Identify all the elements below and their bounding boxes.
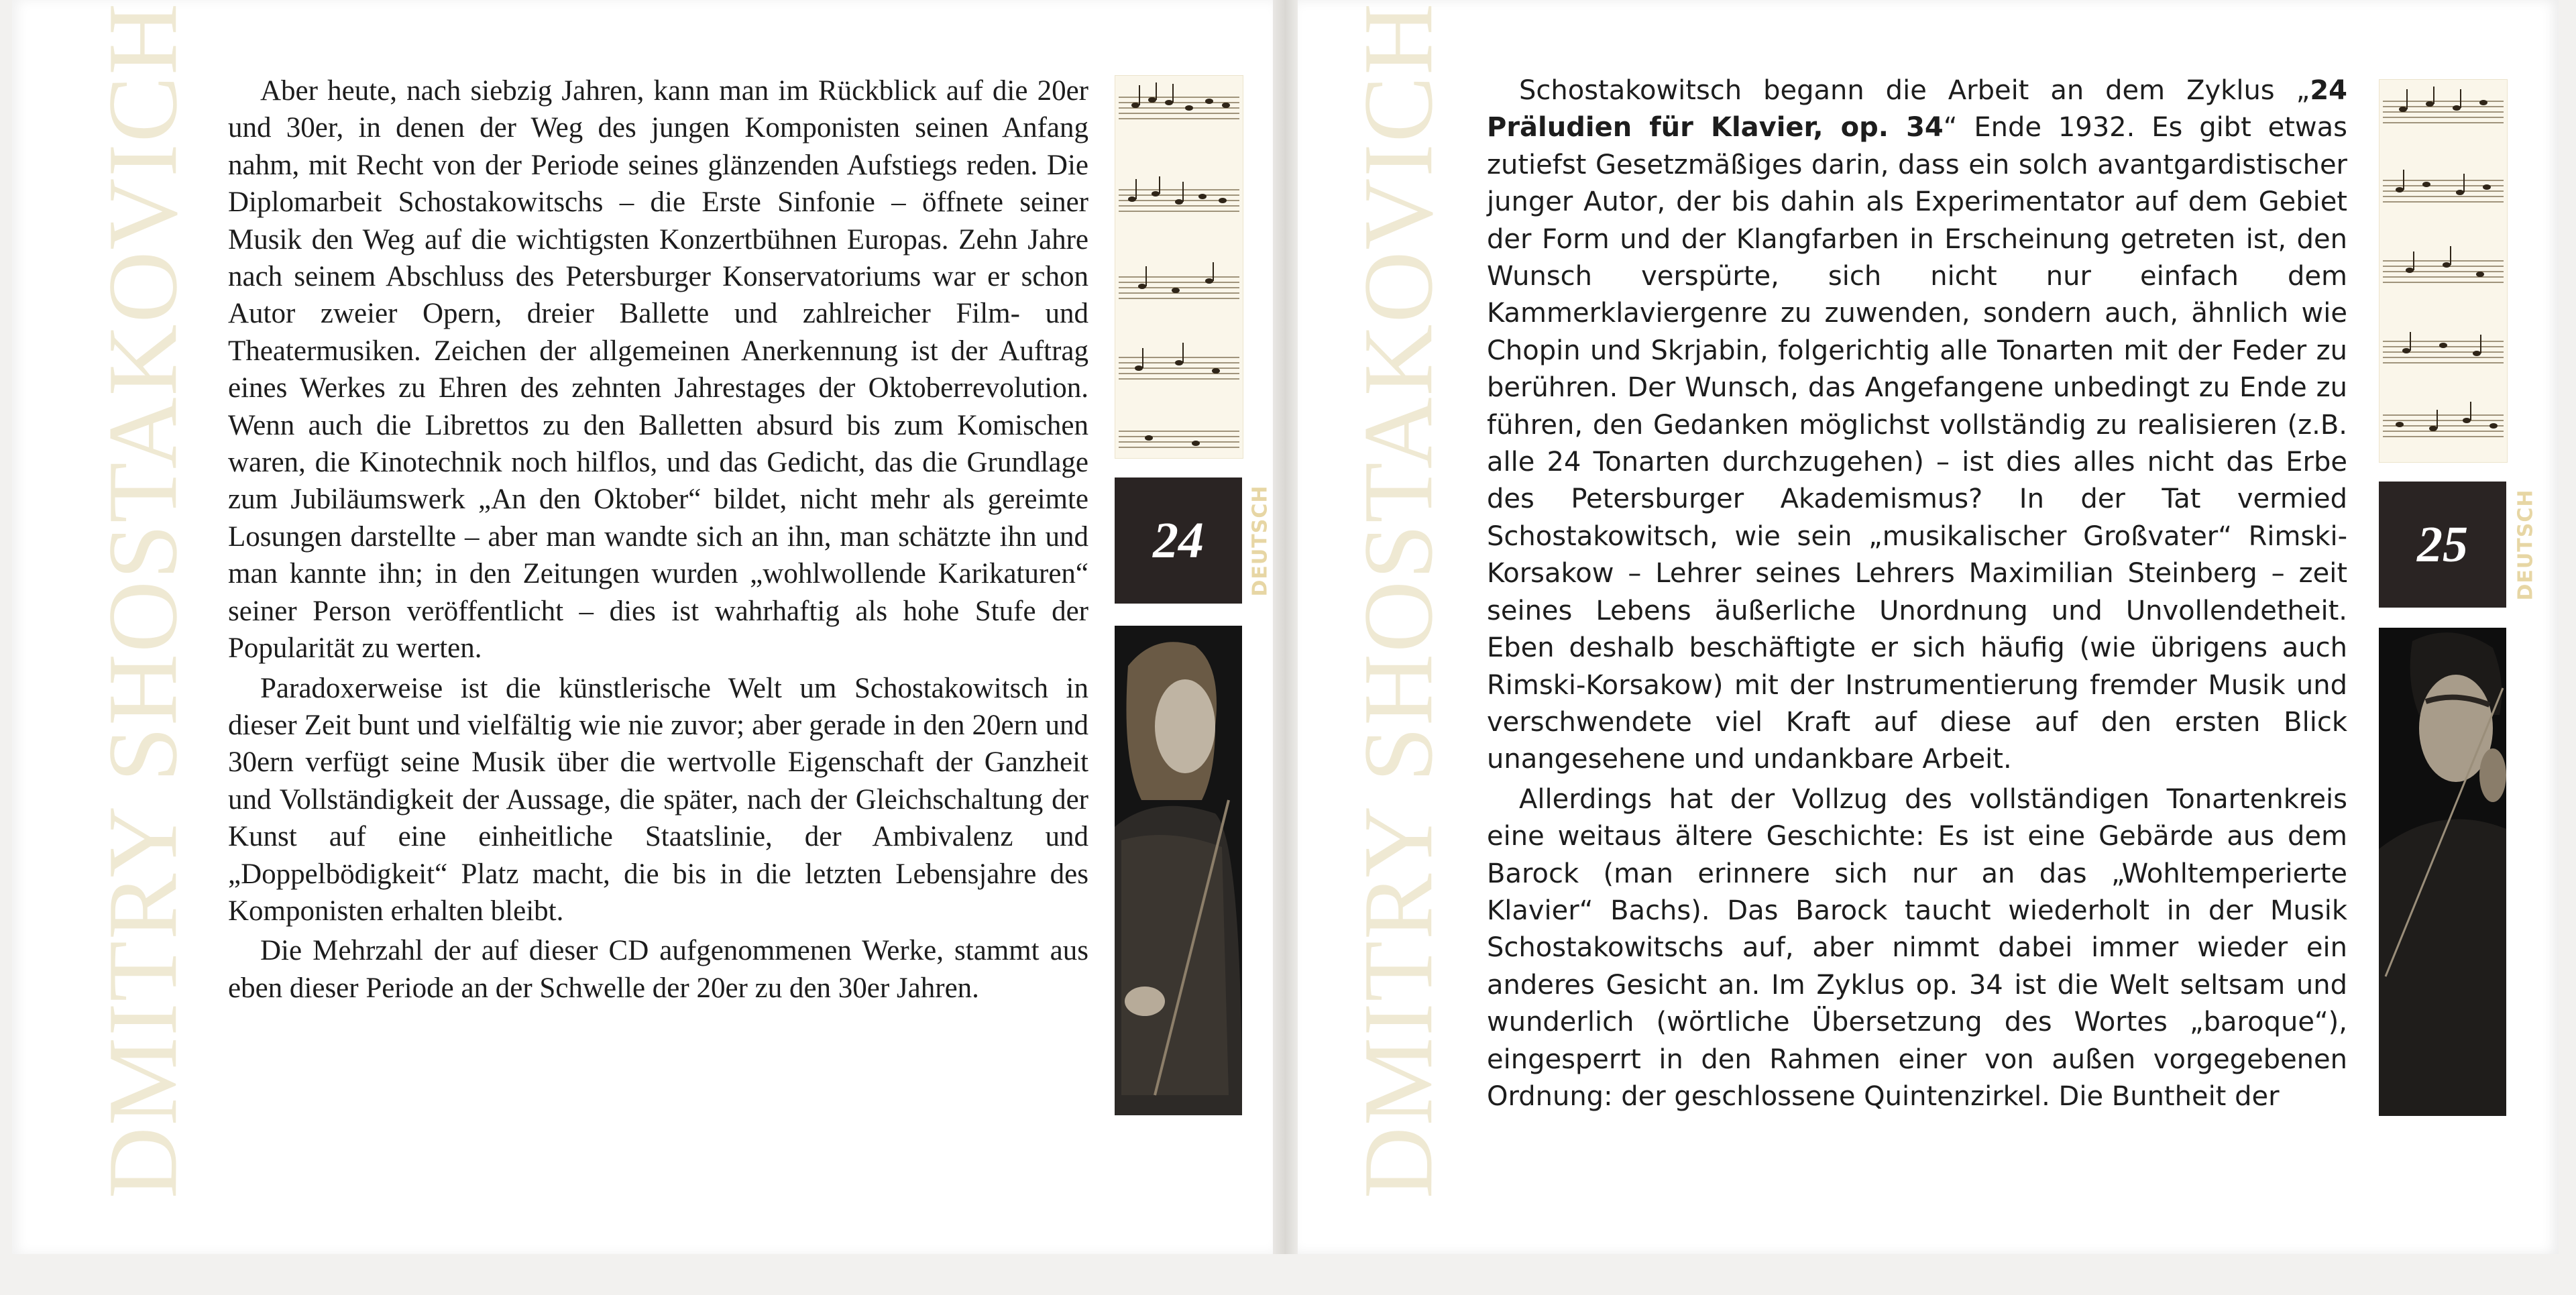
body-text-column — [1487, 72, 2347, 1115]
book-spine — [1273, 0, 1298, 1254]
page-number: 24 — [1153, 512, 1204, 569]
paragraph: Aber heute, nach siebzig Jahren, kann man im Rückblick auf die 20er und 30er, in denen der Weg des jungen Komponisten seinen Anfang nahm, mit Recht von der Periode seines glänzenden Aufstiegs reden. Die Diplomarbeit Schostakowitschs – die Erste Sinfonie – öffnete seiner Musik den Weg auf die wichtigsten Konzertbühnen Europas. Zehn Jahre nach seinem Abschluss des Petersburger Konservatoriums war er schon Autor zweier Opern, dreier Ballette und zahlreicher Film- und Theatermusiken. Zeichen der allgemeinen Anerkennung ist der Auftrag eines Werkes zu Ehren des zehnten Jahrestages der Oktoberrevolution. Wenn auch die Librettos zu den Balletten absurd bis zum Komischen waren, die Kinotechnik noch hilflos, und das Gedicht, das die Grundlage zum Jubiläumswerk „An den Oktober“ bildet, nicht mehr als gereimte Losungen darstellte – aber man wandte sich an ihn, man schätzte ihn und man kannte ihn; in den Zeitungen wurden „wohlwollende Karikaturen“ seiner Person veröffentlicht – dies ist wahrhaftig als hohe Stufe der Popularität zu werten. — [228, 75, 1088, 665]
music-score-image — [1115, 76, 1243, 458]
music-score-strip — [1115, 75, 1243, 459]
running-title-text: DMITRY SHOSTAKOVICH — [1343, 1, 1454, 1199]
paragraph: Paradoxerweise ist die künstlerische Welt um Schostakowitsch in dieser Zeit bunt und vielfältig wie nie zuvor; aber gerade in den 20ern und 30ern verfügt seine Musik über die wertvolle Eigenschaft der Ganzheit und Vollständigkeit der Aussage, die später, nach der Gleichschaltung der Kunst auf eine einheitliche Staatslinie, der Ambivalenz und „Doppelbödigkeit“ Platz macht, die bis in die letzten Lebensjahre des Komponisten erhalten bleibt. — [228, 672, 1088, 927]
paragraph-intro: Schostakowitsch begann die Arbeit an dem Zyklus „ — [1519, 75, 2310, 106]
page-number-box — [2379, 482, 2506, 608]
language-tab — [2510, 482, 2541, 608]
running-title-vertical — [82, 1, 203, 1199]
language-tab-label: DEUTSCH — [2514, 489, 2538, 600]
running-title-text: DMITRY SHOSTAKOVICH — [88, 1, 199, 1199]
music-score-image — [2379, 80, 2507, 462]
page-number: 25 — [2417, 516, 2468, 573]
work-title: 24 Präludien für Klavier, op. 34 — [1487, 75, 2347, 144]
music-score-strip — [2379, 79, 2508, 463]
left-page — [12, 0, 1273, 1254]
paragraph — [1487, 72, 2347, 779]
right-page — [1298, 0, 2559, 1254]
paragraph: Allerdings hat der Vollzug des vollständigen Tonartenkreis eine weitaus ältere Geschichte: Es ist eine Gebärde aus dem Barock (man erinnere sich nur an das „Wohltemperierte Klavier“ Bachs). Das Barock taucht wiederholt in der Musik Schostakowitschs auf, aber nimmt dabei immer wieder ein anderes Gesicht an. Im Zyklus op. 34 ist die Welt seltsam und wunderlich (wörtliche Übersetzung des Wortes „baroque“), eingesperrt in den Rahmen einer von außen vorgegebenen Ordnung: der geschlossene Quintenzirkel. Die Buntheit der — [1487, 783, 2347, 1112]
page-number-box — [1115, 477, 1242, 604]
body-text-column — [228, 72, 1088, 1007]
language-tab-label: DEUTSCH — [1248, 485, 1272, 596]
paragraph: Die Mehrzahl der auf dieser CD aufgenommenen Werke, stammt aus eben dieser Periode an der Schwelle der 20er zu den 30er Jahren. — [228, 935, 1088, 1004]
violinist-photo — [2379, 628, 2506, 1116]
violinist-photo-image — [1115, 626, 1242, 1115]
language-tab — [1245, 477, 1273, 604]
violinist-photo — [1115, 626, 1242, 1115]
running-title-vertical — [1338, 1, 1459, 1199]
paragraph-rest: “ Ende 1932. Es gibt etwas zutiefst Gesetzmäßiges darin, dass ein solch avantgardistischer junger Autor, der bis dahin als Experimentator auf dem Gebiet der Form und der Klangfarben in Erscheinung getreten ist, den Wunsch verspürte, sich nicht nur einfach dem Kammerklaviergenre zu zuwenden, sondern auch, ähnlich wie Chopin und Skrjabin, folgerichtig alle Tonarten mit der Feder zu berühren. Der Wunsch, das Angefangene unbedingt zu Ende zu führen, den Gedanken möglichst vollständig zu realisieren (z.B. alle 24 Tonarten durchzugehen) – ist dies alles nicht das Erbe des Petersburger Akademismus? In der Tat vermied Schostakowitsch, wie sein „musikalischer Großvater“ Rimski-Korsakow – Lehrer seines Lehrers Maximilian Steinberg – zeit seines Lebens äußerliche Unordnung und Unvollendetheit. Eben deshalb beschäftigte er sich häufig (wie übrigens auch Rimski-Korsakow) mit der Instrumentierung fremder Musik und verschwendete viel Kraft auf diese auf den ersten Blick unangesehene und undankbare Arbeit. — [1487, 112, 2347, 775]
violinist-photo-image — [2379, 628, 2506, 1116]
